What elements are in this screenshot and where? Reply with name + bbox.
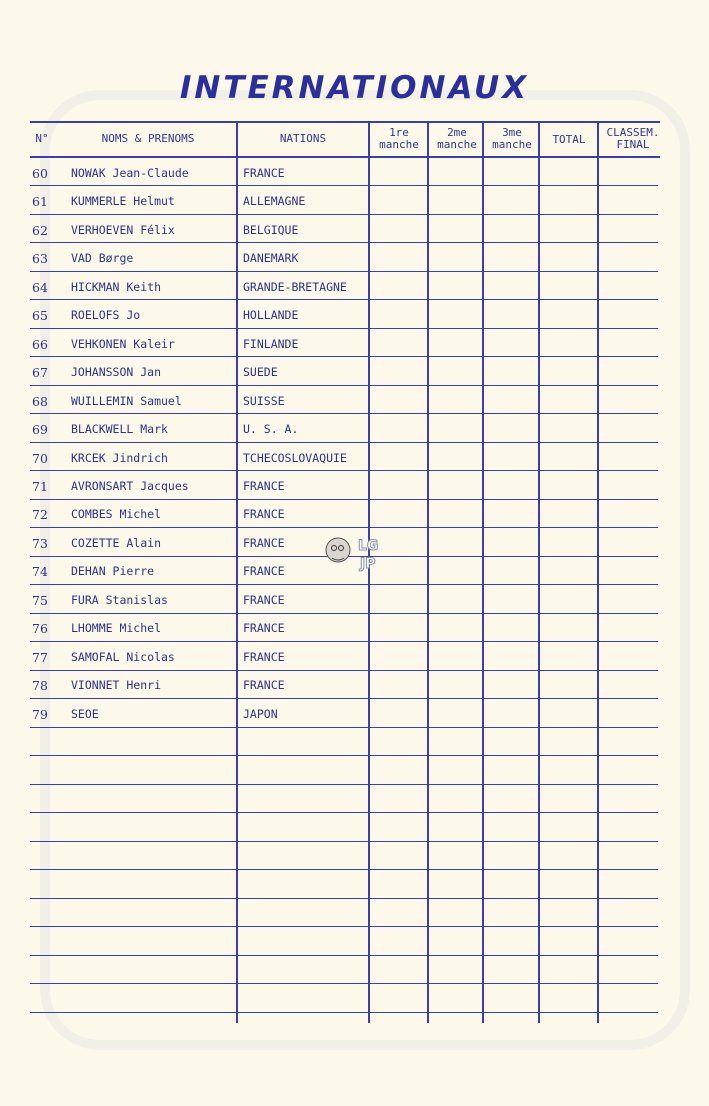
row-line [30,470,658,471]
row-name: VAD Børge [71,251,134,265]
row-nation: U. S. A. [243,422,299,436]
row-number: 60 [32,166,48,181]
row-line [30,898,658,899]
row-name: COMBES Michel [71,507,162,521]
header-top-line [30,121,660,123]
header-final-line1: CLASSEM. [606,126,660,139]
row-nation: FRANCE [243,166,285,180]
row-name: WUILLEMIN Samuel [71,394,182,408]
row-line [30,812,658,813]
row-number: 74 [32,564,48,579]
column-divider [597,121,599,1023]
row-number: 72 [32,507,48,522]
row-line [30,185,658,186]
row-line [30,413,658,414]
row-number: 76 [32,621,48,636]
row-line [30,1012,658,1013]
row-name: KUMMERLE Helmut [71,194,175,208]
row-name: VERHOEVEN Félix [71,223,175,237]
header-manche-2-line1: 2me [447,126,467,139]
row-number: 62 [32,223,48,238]
row-number: 78 [32,678,48,693]
row-number: 73 [32,536,48,551]
row-line [30,299,658,300]
row-line [30,613,658,614]
row-number: 68 [32,394,48,409]
row-name: HICKMAN Keith [71,280,162,294]
row-line [30,955,658,956]
header-manche-2-line2: manche [437,138,477,151]
row-number: 75 [32,593,48,608]
row-number: 65 [32,308,48,323]
row-line [30,214,658,215]
header-manche-3-line1: 3me [502,126,522,139]
row-line [30,242,658,243]
row-line [30,328,658,329]
row-name: SEOE [71,707,99,721]
row-line [30,926,658,927]
svg-text:JP: JP [360,556,376,572]
row-line [30,698,658,699]
row-nation: HOLLANDE [243,308,299,322]
row-name: KRCEK Jindrich [71,451,168,465]
row-nation: FRANCE [243,507,285,521]
row-line [30,784,658,785]
row-number: 70 [32,451,48,466]
header-manche-1 [370,127,428,151]
row-number: 66 [32,337,48,352]
row-name: FURA Stanislas [71,593,168,607]
column-divider [482,121,484,1023]
row-line [30,584,658,585]
row-nation: FRANCE [243,650,285,664]
row-nation: JAPON [243,707,278,721]
row-name: ROELOFS Jo [71,308,141,322]
row-line [30,385,658,386]
row-nation: SUEDE [243,365,278,379]
row-number: 67 [32,365,48,380]
header-manche-1-line1: 1re [389,126,409,139]
row-line [30,271,658,272]
row-nation: FRANCE [243,593,285,607]
row-line [30,670,658,671]
header-nations: NATIONS [279,132,327,145]
row-number: 77 [32,650,48,665]
row-line [30,356,658,357]
row-nation: FRANCE [243,621,285,635]
row-name: COZETTE Alain [71,536,162,550]
row-number: 79 [32,707,48,722]
row-line [30,869,658,870]
svg-text:LG: LG [358,538,379,554]
row-nation: FRANCE [243,678,285,692]
header-manche-3-line2: manche [492,138,532,151]
lgjp-logo-icon [322,528,392,576]
row-line [30,442,658,443]
row-nation: DANEMARK [243,251,299,265]
header-manche-1-line2: manche [379,138,419,151]
header-manche-2 [429,127,485,151]
row-name: VEHKONEN Kaleir [71,337,175,351]
row-nation: SUISSE [243,394,285,408]
row-number: 61 [32,194,48,209]
row-nation: FINLANDE [243,337,299,351]
row-nation: TCHECOSLOVAQUIE [243,451,347,465]
row-nation: BELGIQUE [243,223,299,237]
row-number: 71 [32,479,48,494]
row-name: AVRONSART Jacques [71,479,189,493]
row-line [30,755,658,756]
row-name: SAMOFAL Nicolas [71,650,175,664]
row-name: VIONNET Henri [71,678,162,692]
row-nation: ALLEMAGNE [243,194,306,208]
header-final [598,127,668,151]
row-name: LHOMME Michel [71,621,162,635]
header-manche-3 [484,127,540,151]
row-line [30,641,658,642]
column-divider [236,121,238,1023]
row-name: JOHANSSON Jan [71,365,162,379]
row-line [30,841,658,842]
row-line [30,983,658,984]
row-number: 63 [32,251,48,266]
header-final-line2: FINAL [616,138,650,151]
column-divider [538,121,540,1023]
row-number: 64 [32,280,48,295]
header-names: NOMS & PRENOMS [101,132,195,145]
row-name: DEHAN Pierre [71,564,155,578]
row-number: 69 [32,422,48,437]
header-bottom-line [30,156,660,158]
header-num: N° [35,132,49,145]
page-title: INTERNATIONAUX [179,70,530,106]
row-line [30,499,658,500]
row-name: BLACKWELL Mark [71,422,168,436]
row-nation: FRANCE [243,536,285,550]
header-total: TOTAL [552,133,586,146]
row-name: NOWAK Jean-Claude [71,166,189,180]
row-nation: FRANCE [243,479,285,493]
row-line [30,727,658,728]
row-nation: GRANDE-BRETAGNE [243,280,347,294]
row-nation: FRANCE [243,564,285,578]
column-divider [427,121,429,1023]
